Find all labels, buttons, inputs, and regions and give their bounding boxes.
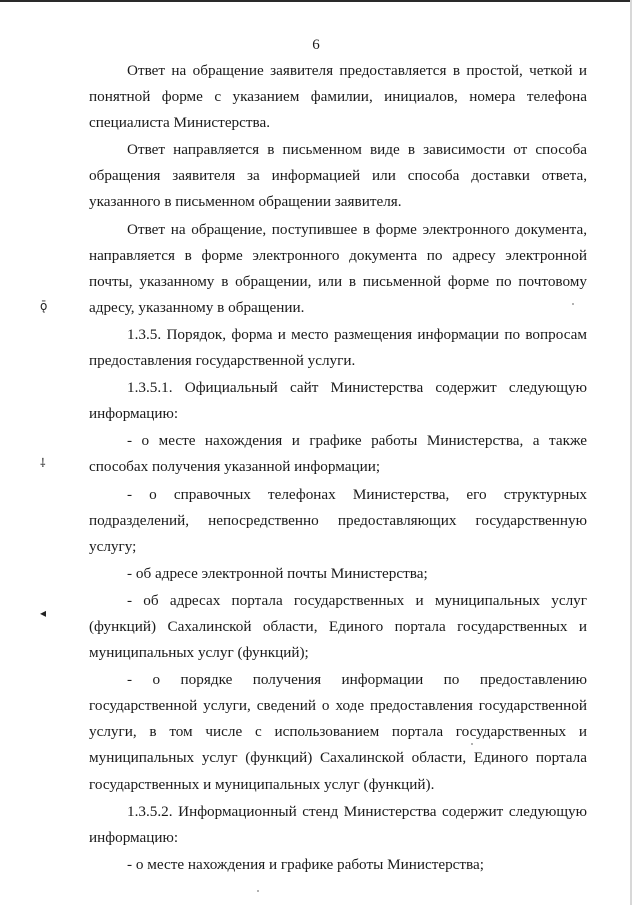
list-item-portals: - об адресах портала государственных и муниципальных услуг (функций) Сахалинской области, Единого портала государственных и муниципальных услуг (функций); xyxy=(89,591,587,662)
section-heading-1-3-5-1: 1.3.5.1. Официальный сайт Министерства содержит следующую информацию: xyxy=(89,379,587,423)
margin-punch-mark: ◂ xyxy=(40,606,47,620)
scan-speck xyxy=(257,890,259,892)
list-item-location: - о месте нахождения и графике работы Министерства, а также способах получения указанной информации; xyxy=(89,432,587,476)
paragraph-response-delivery: Ответ направляется в письменном виде в зависимости от способа обращения заявителя за информацией или способа доставки ответа, указанного в письменном обращении заявителя. xyxy=(89,141,587,211)
paragraph-response-form: Ответ на обращение заявителя предоставляется в простой, четкой и понятной форме с указанием фамилии, инициалов, номера телефона специалиста Министерства. xyxy=(89,62,587,132)
list-item-email: - об адресе электронной почты Министерства; xyxy=(127,564,428,582)
list-item-procedure: - о порядке получения информации по предоставлению государственной услуги, сведений о ходе предоставления государственной услуги, в том числе с использованием портала государственных и муниципальных услуг (функций) Сахалинской области, Единого портала государственных и муниципальных услуг (функций). xyxy=(89,671,587,793)
document-body xyxy=(89,58,587,878)
margin-punch-mark: ǭ xyxy=(40,299,48,313)
section-heading-1-3-5-2: 1.3.5.2. Информационный стенд Министерства содержит следующую информацию: xyxy=(89,802,587,846)
section-heading-1-3-5: 1.3.5. Порядок, форма и место размещения информации по вопросам предоставления государственной услуги. xyxy=(89,325,587,370)
page-number: 6 xyxy=(312,37,320,53)
scan-speck xyxy=(471,743,473,745)
list-item-stand-location: - о месте нахождения и графике работы Министерства; xyxy=(127,855,484,873)
scan-speck xyxy=(572,303,574,305)
paragraph-electronic-response: Ответ на обращение, поступившее в форме электронного документа, направляется в форме электронного документа по адресу электронной почты, указанному в обращении, или в письменной форме по почтовому адресу, указанному в обращении. xyxy=(89,220,587,316)
scan-edge-top xyxy=(0,0,632,2)
margin-punch-mark: ⸸ xyxy=(40,456,46,470)
list-item-phones: - о справочных телефонах Министерства, его структурных подразделений, непосредственно предоставляющих государственную услугу; xyxy=(89,485,587,555)
